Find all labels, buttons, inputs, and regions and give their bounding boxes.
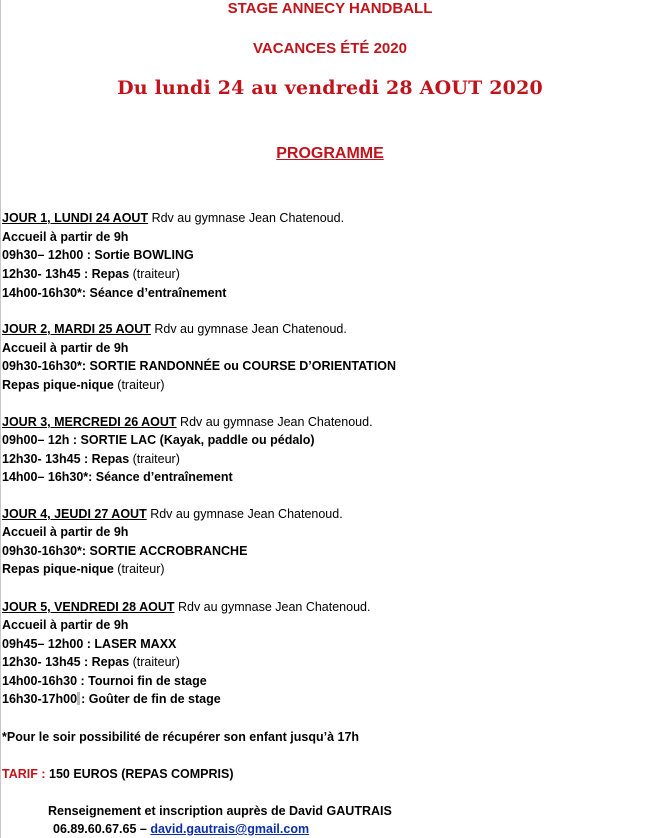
day5-line-5-label: : Goûter de fin de stage <box>81 692 221 706</box>
day5-line-1: Accueil à partir de 9h <box>2 618 129 632</box>
day1-line-2: 09h30– 12h00 : Sortie BOWLING <box>2 248 194 262</box>
day4-line-2: 09h30-16h30*: SORTIE ACCROBRANCHE <box>2 544 248 558</box>
day1-heading-line <box>2 210 344 226</box>
day2-line-3 <box>2 377 165 393</box>
page-left-edge <box>0 0 1 838</box>
day3-line-1: 09h00– 12h : SORTIE LAC (Kayak, paddle ou pédalo) <box>2 433 315 447</box>
day4-meeting-place: Rdv au gymnase Jean Chatenoud. <box>146 507 343 521</box>
footnote: *Pour le soir possibilité de récupérer son enfant jusqu’à 17h <box>2 730 360 744</box>
day5-line-5-time: 16h30-17h00 <box>2 692 78 706</box>
text-cursor <box>77 692 80 705</box>
day4-heading-line <box>2 506 343 522</box>
day4-heading: JOUR 4, JEUDI 27 AOUT <box>2 507 147 521</box>
dates-title: Du lundi 24 au vendredi 28 AOUT 2020 <box>117 77 543 99</box>
day3-line-2-label: 12h30- 13h45 : Repas <box>2 452 130 466</box>
day5-line-4: 14h00-16h30 : Tournoi fin de stage <box>2 674 207 688</box>
day1-line-3-note: (traiteur) <box>129 267 180 281</box>
day3-line-3: 14h00– 16h30*: Séance d’entraînement <box>2 470 233 484</box>
day3-line-2-note: (traiteur) <box>129 452 180 466</box>
day2-meeting-place: Rdv au gymnase Jean Chatenoud. <box>150 322 347 336</box>
tarif-value: 150 EUROS (REPAS COMPRIS) <box>45 767 234 781</box>
day2-line-2: 09h30-16h30*: SORTIE RANDONNÉE ou COURSE D’ORIENTATION <box>2 359 397 373</box>
programme-heading: PROGRAMME <box>276 145 384 162</box>
day5-meeting-place: Rdv au gymnase Jean Chatenoud. <box>174 600 371 614</box>
day1-meeting-place: Rdv au gymnase Jean Chatenoud. <box>148 211 345 225</box>
day5-heading-line <box>2 599 370 615</box>
day2-heading: JOUR 2, MARDI 25 AOUT <box>2 322 151 336</box>
contact-email-link[interactable]: david.gautrais@gmail.com <box>150 822 310 836</box>
day3-heading: JOUR 3, MERCREDI 26 AOUT <box>2 415 177 429</box>
day4-line-3-note: (traiteur) <box>113 562 165 576</box>
day3-line-2 <box>2 451 180 467</box>
day2-heading-line <box>2 321 347 337</box>
day5-line-5 <box>2 691 221 707</box>
day5-heading: JOUR 5, VENDREDI 28 AOUT <box>2 600 175 614</box>
day1-line-1: Accueil à partir de 9h <box>2 230 129 244</box>
tarif-line <box>2 766 234 782</box>
day4-line-1: Accueil à partir de 9h <box>2 525 129 539</box>
contact-line <box>53 821 309 837</box>
day5-line-2: 09h45– 12h00 : LASER MAXX <box>2 637 177 651</box>
day1-line-3 <box>2 266 180 282</box>
contact-phone: 06.89.60.67.65 – <box>53 822 151 836</box>
day2-line-3-label: Repas pique-nique <box>2 378 114 392</box>
day3-heading-line <box>2 414 373 430</box>
day4-line-3-label: Repas pique-nique <box>2 562 114 576</box>
holiday-title: VACANCES ÉTÉ 2020 <box>253 40 407 57</box>
day4-line-3 <box>2 561 165 577</box>
day1-line-3-label: 12h30- 13h45 : Repas <box>2 267 130 281</box>
day3-meeting-place: Rdv au gymnase Jean Chatenoud. <box>176 415 373 429</box>
day1-heading: JOUR 1, LUNDI 24 AOUT <box>2 211 149 225</box>
day5-line-3-note: (traiteur) <box>129 655 180 669</box>
day5-line-3 <box>2 654 180 670</box>
day1-line-4: 14h00-16h30*: Séance d’entraînement <box>2 286 227 300</box>
day5-line-3-label: 12h30- 13h45 : Repas <box>2 655 130 669</box>
contact-text: Renseignement et inscription auprès de David GAUTRAIS <box>48 804 392 818</box>
day2-line-1: Accueil à partir de 9h <box>2 341 129 355</box>
stage-title: STAGE ANNECY HANDBALL <box>227 0 433 17</box>
day2-line-3-note: (traiteur) <box>113 378 165 392</box>
tarif-label: TARIF : <box>2 767 46 781</box>
